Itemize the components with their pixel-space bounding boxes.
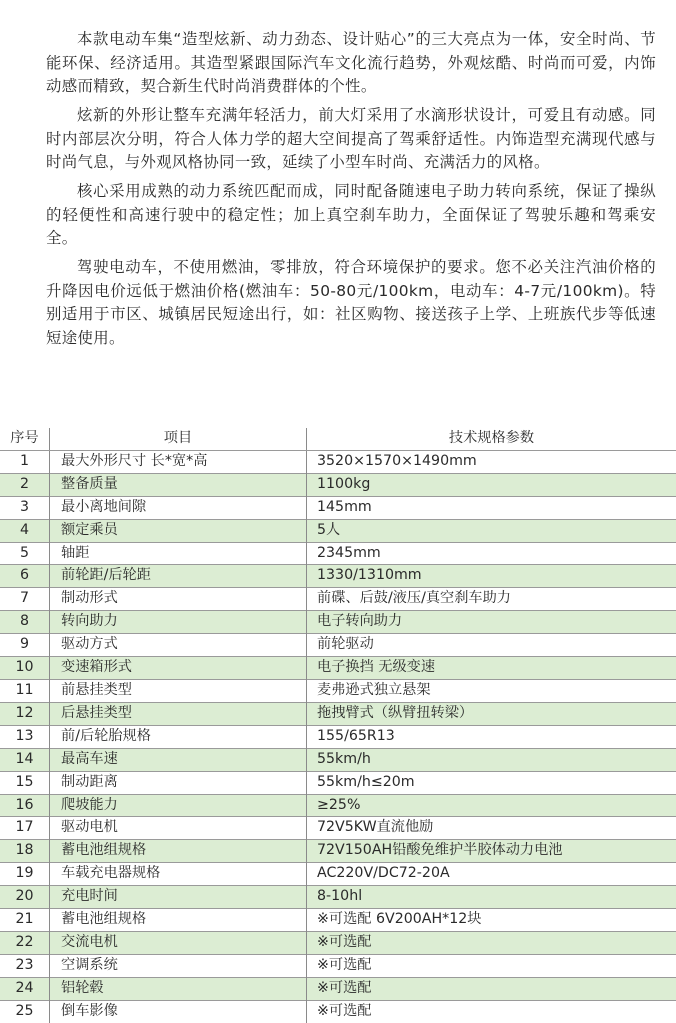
cell-spec: ※可选配 [307,977,676,1000]
cell-index: 1 [0,450,50,473]
cell-item: 后悬挂类型 [50,702,307,725]
cell-index: 4 [0,519,50,542]
cell-spec: 72V5KW直流他励 [307,817,676,840]
cell-item: 车载充电器规格 [50,863,307,886]
cell-item: 前悬挂类型 [50,679,307,702]
cell-index: 22 [0,931,50,954]
cell-spec: 麦弗逊式独立悬架 [307,679,676,702]
table-row [0,886,676,909]
table-row [0,496,676,519]
cell-item: 转向助力 [50,611,307,634]
cell-item: 变速箱形式 [50,657,307,680]
table-row [0,679,676,702]
cell-spec: 前轮驱动 [307,634,676,657]
table-row [0,588,676,611]
table-row [0,565,676,588]
cell-item: 整备质量 [50,473,307,496]
table-row [0,977,676,1000]
cell-item: 空调系统 [50,954,307,977]
cell-item: 轴距 [50,542,307,565]
table-row [0,909,676,932]
cell-index: 3 [0,496,50,519]
cell-index: 9 [0,634,50,657]
cell-spec: ※可选配 [307,931,676,954]
header-spec: 技术规格参数 [307,428,676,450]
cell-index: 13 [0,725,50,748]
spec-table [0,428,676,1023]
header-index: 序号 [0,428,50,450]
intro-paragraph: 核心采用成熟的动力系统匹配而成，同时配备随速电子助力转向系统，保证了操纵的轻便性和高速行驶中的稳定性；加上真空刹车助力，全面保证了驾驶乐趣和驾乘安全。 [46,180,656,251]
table-row [0,725,676,748]
cell-item: 最高车速 [50,748,307,771]
cell-spec: 1330/1310mm [307,565,676,588]
cell-index: 14 [0,748,50,771]
table-row [0,954,676,977]
cell-spec: 电子转向助力 [307,611,676,634]
table-row [0,634,676,657]
cell-index: 20 [0,886,50,909]
table-row [0,840,676,863]
cell-index: 12 [0,702,50,725]
cell-index: 17 [0,817,50,840]
cell-spec: 55km/h [307,748,676,771]
cell-item: 制动距离 [50,771,307,794]
cell-spec: 145mm [307,496,676,519]
cell-index: 21 [0,909,50,932]
intro-paragraph: 驾驶电动车，不使用燃油，零排放，符合环境保护的要求。您不必关注汽油价格的升降因电价远低于燃油价格(燃油车：50-80元/100km，电动车：4-7元/100km)。特别适用于市区、城镇居民短途出行，如：社区购物、接送孩子上学、上班族代步等低速短途使用。 [46,256,656,350]
table-row [0,748,676,771]
table-row [0,771,676,794]
cell-index: 25 [0,1000,50,1022]
cell-spec: AC220V/DC72-20A [307,863,676,886]
cell-index: 2 [0,473,50,496]
header-item: 项目 [50,428,307,450]
cell-index: 7 [0,588,50,611]
table-row [0,794,676,817]
intro-paragraph: 本款电动车集“造型炫新、动力劲态、设计贴心”的三大亮点为一体，安全时尚、节能环保、经济适用。其造型紧跟国际汽车文化流行趋势，外观炫酷、时尚而可爱，内饰动感而精致，契合新生代时尚消费群体的个性。 [46,28,656,99]
spec-table-body [0,450,676,1022]
table-row [0,519,676,542]
cell-index: 10 [0,657,50,680]
cell-spec: 155/65R13 [307,725,676,748]
cell-item: 爬坡能力 [50,794,307,817]
cell-spec: ※可选配 [307,1000,676,1022]
table-row [0,473,676,496]
table-row [0,611,676,634]
cell-index: 6 [0,565,50,588]
cell-item: 最小离地间隙 [50,496,307,519]
cell-index: 11 [0,679,50,702]
cell-spec: 1100kg [307,473,676,496]
cell-item: 额定乘员 [50,519,307,542]
cell-item: 驱动方式 [50,634,307,657]
cell-spec: 2345mm [307,542,676,565]
cell-spec: 电子换挡 无级变速 [307,657,676,680]
cell-spec: 55km/h≤20m [307,771,676,794]
table-header-row [0,428,676,450]
table-row [0,931,676,954]
cell-item: 蓄电池组规格 [50,909,307,932]
cell-item: 铝轮毂 [50,977,307,1000]
cell-item: 前/后轮胎规格 [50,725,307,748]
cell-index: 18 [0,840,50,863]
cell-index: 19 [0,863,50,886]
cell-item: 前轮距/后轮距 [50,565,307,588]
cell-spec: 72V150AH铅酸免维护半胶体动力电池 [307,840,676,863]
cell-spec: 5人 [307,519,676,542]
cell-index: 16 [0,794,50,817]
cell-item: 驱动电机 [50,817,307,840]
cell-item: 充电时间 [50,886,307,909]
cell-spec: 8-10hl [307,886,676,909]
table-row [0,657,676,680]
cell-spec: ※可选配 6V200AH*12块 [307,909,676,932]
cell-spec: ※可选配 [307,954,676,977]
table-row [0,817,676,840]
cell-item: 倒车影像 [50,1000,307,1022]
table-row [0,702,676,725]
cell-item: 最大外形尺寸 长*宽*高 [50,450,307,473]
table-row [0,1000,676,1022]
cell-spec: ≥25% [307,794,676,817]
cell-index: 24 [0,977,50,1000]
cell-item: 制动形式 [50,588,307,611]
intro-text [46,28,656,356]
table-row [0,542,676,565]
cell-index: 23 [0,954,50,977]
cell-spec: 3520×1570×1490mm [307,450,676,473]
cell-index: 5 [0,542,50,565]
table-row [0,450,676,473]
intro-paragraph: 炫新的外形让整车充满年轻活力，前大灯采用了水滴形状设计，可爱且有动感。同时内部层次分明，符合人体力学的超大空间提高了驾乘舒适性。内饰造型充满现代感与时尚气息，与外观风格协同一致，延续了小型车时尚、充满活力的风格。 [46,104,656,175]
table-row [0,863,676,886]
cell-index: 8 [0,611,50,634]
cell-spec: 前碟、后鼓/液压/真空刹车助力 [307,588,676,611]
cell-item: 蓄电池组规格 [50,840,307,863]
cell-spec: 拖拽臂式（纵臂扭转梁） [307,702,676,725]
cell-item: 交流电机 [50,931,307,954]
cell-index: 15 [0,771,50,794]
